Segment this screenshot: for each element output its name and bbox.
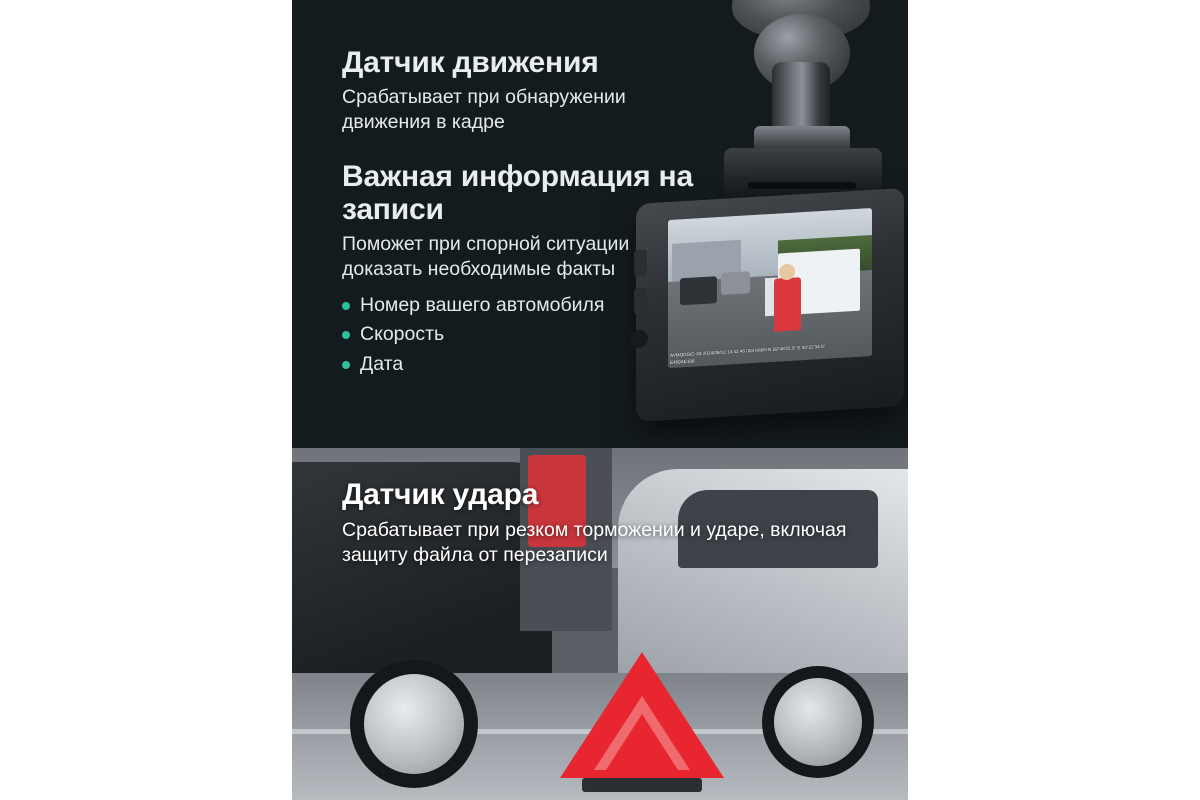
list-item bbox=[342, 350, 692, 380]
product-banner bbox=[292, 0, 908, 800]
important-info-title: Важная информация на записи bbox=[342, 159, 693, 227]
bullet-dot-icon bbox=[342, 302, 350, 310]
photo-wheel bbox=[762, 666, 874, 778]
important-info-subtitle: Поможет при спорной ситуации доказать необходимые факты bbox=[342, 232, 630, 280]
impact-sensor-copy bbox=[342, 478, 862, 568]
triangle-base bbox=[582, 778, 702, 792]
display-car bbox=[721, 271, 750, 295]
osd-line-2: E459AE198 bbox=[670, 358, 695, 366]
important-info-block bbox=[342, 160, 692, 380]
motion-sensor-panel bbox=[292, 0, 908, 448]
motion-sensor-title: Датчик движения bbox=[342, 46, 599, 79]
list-item bbox=[342, 320, 692, 350]
list-item-label: Скорость bbox=[360, 323, 445, 346]
list-item-label: Номер вашего автомобиля bbox=[360, 293, 605, 316]
camera-display bbox=[668, 208, 872, 368]
impact-sensor-title: Датчик удара bbox=[342, 478, 539, 511]
osd-line-1: AVMODGID X9 2024/09/12 14:42:46 003 KM/H N 59°48'22.5" E 30°22'34.5" bbox=[670, 343, 826, 359]
display-pedestrian bbox=[774, 277, 801, 332]
important-info-list bbox=[342, 291, 692, 380]
bullet-dot-icon bbox=[342, 361, 350, 369]
motion-sensor-copy bbox=[342, 46, 692, 379]
list-item bbox=[342, 291, 692, 321]
list-item-label: Дата bbox=[360, 352, 404, 375]
triangle-core bbox=[606, 714, 678, 770]
motion-sensor-subtitle: Срабатывает при обнаружении движения в кадре bbox=[342, 85, 626, 133]
warning-triangle-icon bbox=[560, 652, 724, 788]
photo-wheel bbox=[350, 660, 478, 788]
impact-sensor-panel bbox=[292, 448, 908, 800]
impact-sensor-subtitle: Срабатывает при резком торможении и ударе, включая защиту файла от перезаписи bbox=[342, 518, 847, 566]
bullet-dot-icon bbox=[342, 331, 350, 339]
